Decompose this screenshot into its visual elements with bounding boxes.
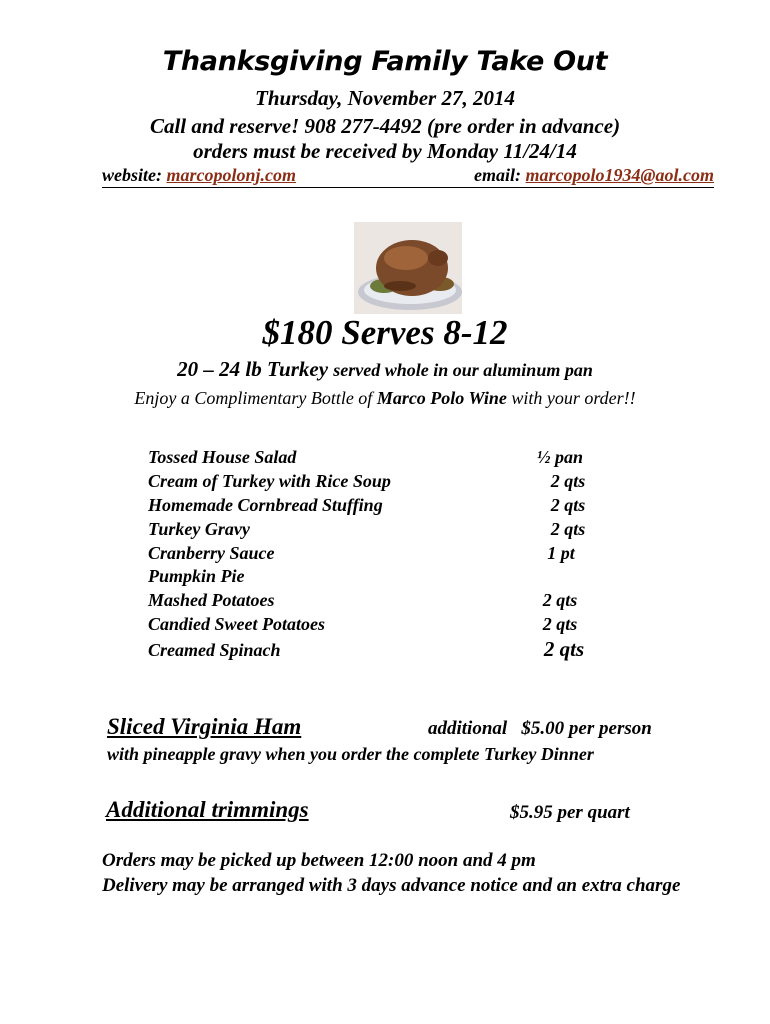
wine-pre: Enjoy a Complimentary Bottle of: [134, 388, 377, 408]
wine-name: Marco Polo Wine: [376, 388, 507, 408]
price-headline: $180 Serves 8-12: [262, 313, 508, 352]
contact-line: [102, 165, 714, 188]
menu-item: Turkey Gravy: [148, 519, 250, 539]
menu-item: Cream of Turkey with Rice Soup: [148, 471, 391, 491]
menu-qty: 1 pt: [547, 543, 575, 563]
flyer-title: Thanksgiving Family Take Out: [162, 46, 608, 77]
menu-item: Mashed Potatoes: [148, 590, 275, 610]
menu-item: Homemade Cornbread Stuffing: [148, 495, 383, 515]
ham-note: with pineapple gravy when you order the complete Turkey Dinner: [107, 744, 594, 764]
ham-title: Sliced Virginia Ham: [107, 714, 302, 739]
order-deadline: orders must be received by Monday 11/24/14: [193, 139, 577, 163]
pickup-note: Orders may be picked up between 12:00 noon and 4 pm: [102, 850, 536, 871]
turkey-description: [0, 357, 770, 382]
wine-post: with your order!!: [506, 388, 636, 408]
menu-qty: 2 qts: [550, 471, 586, 491]
email-link[interactable]: marcopolo1934@aol.com: [525, 165, 714, 185]
menu-item: Cranberry Sauce: [148, 543, 275, 563]
menu-item: Candied Sweet Potatoes: [148, 614, 325, 634]
wine-offer: [0, 388, 770, 409]
menu-qty: ½ pan: [536, 447, 583, 467]
email-label: email:: [474, 165, 526, 185]
trimmings-title: Additional trimmings: [106, 797, 309, 822]
turkey-note: served whole in our aluminum pan: [333, 360, 593, 380]
website-label: website:: [102, 165, 167, 185]
roast-turkey-image: [354, 222, 462, 314]
ham-price: additional $5.00 per person: [428, 718, 652, 739]
email-group: [474, 165, 714, 186]
menu-item: Pumpkin Pie: [148, 566, 245, 586]
delivery-note: Delivery may be arranged with 3 days advance notice and an extra charge: [102, 875, 681, 896]
website-link[interactable]: marcopolonj.com: [166, 165, 296, 185]
menu-qty: 2 qts: [550, 519, 586, 539]
menu-item: Tossed House Salad: [148, 447, 297, 467]
trimmings-price: $5.95 per quart: [510, 802, 630, 823]
event-date: Thursday, November 27, 2014: [255, 86, 515, 110]
menu-qty: 2 qts: [543, 637, 585, 661]
menu-qty: 2 qts: [542, 614, 578, 634]
menu-item: Creamed Spinach: [148, 640, 281, 660]
menu-qty: 2 qts: [542, 590, 578, 610]
website-group: [102, 165, 296, 186]
menu-qty: 2 qts: [550, 495, 586, 515]
turkey-size: 20 – 24 lb Turkey: [177, 357, 329, 381]
call-to-reserve: Call and reserve! 908 277-4492 (pre order in advance): [149, 114, 621, 138]
